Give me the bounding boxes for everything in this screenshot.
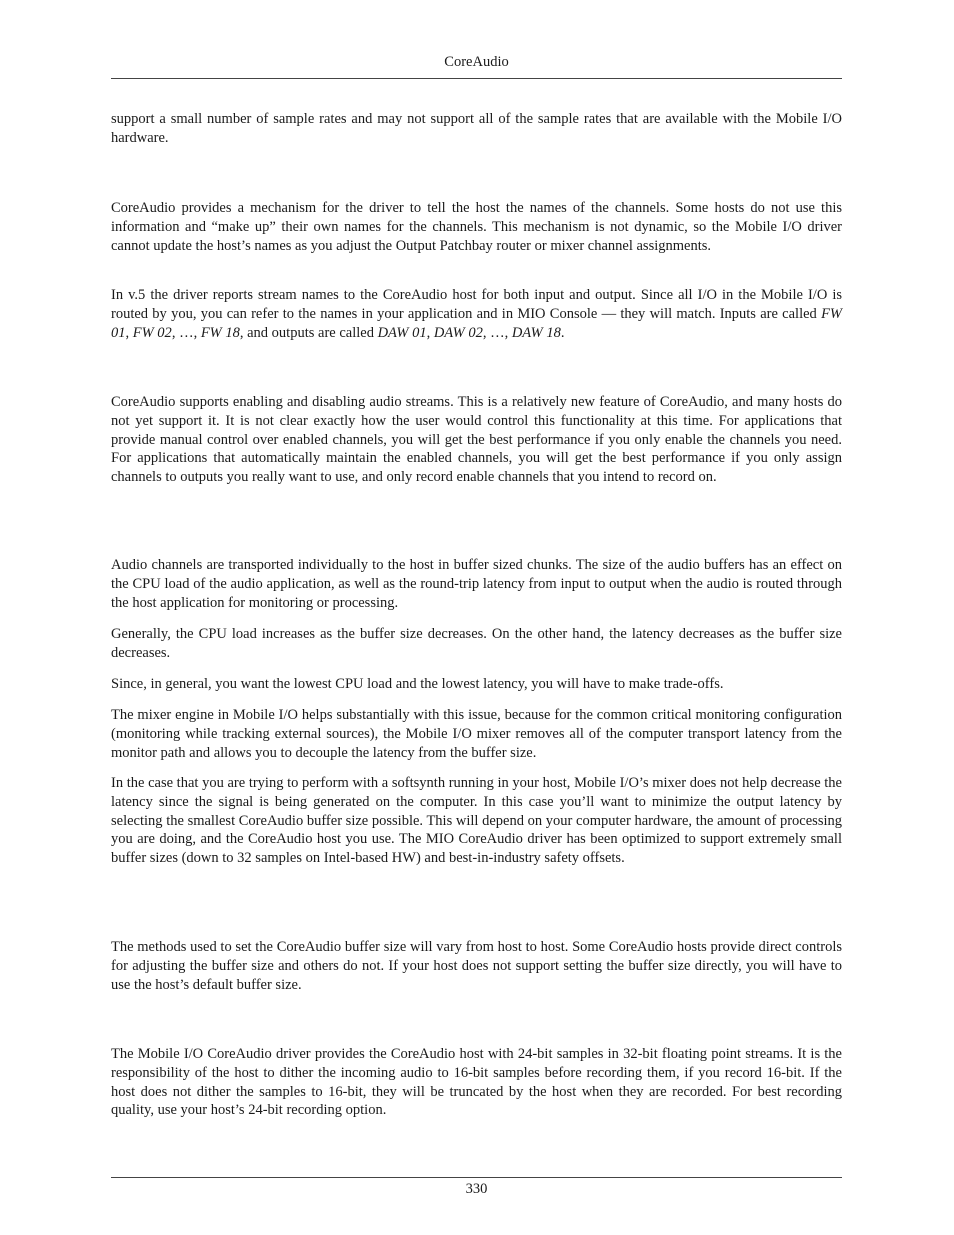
paragraph-text: The Mobile I/O CoreAudio driver provides the CoreAudio host with 24-bit samples in 32-bit floating point streams. It is the responsibility of the host to dither the incoming audio to 16-bit samples before recording them, if you record 16-bit. If the host does not dither the samples to 16-bit, they will be truncated by the host when they are recorded. For best recording quality, use your host’s 24-bit recording option. [111,1046,842,1119]
running-header-title: CoreAudio [444,54,509,70]
output-name-daw18: DAW 18 [511,324,561,341]
output-name-daw02: DAW 02 [433,324,483,341]
paragraph-text [111,286,842,342]
page-number: 330 [465,1181,488,1197]
text-run: , …, [482,324,512,341]
paragraph-text: In the case that you are trying to perform with a softsynth running in your host, Mobile I/O’s mixer does not help decrease the latency since the signal is being generated on the computer. In this case you’ll want to minimize the output latency by selecting the smallest CoreAudio buffer size possible. This will depend on your computer hardware, the amount of processing you are doing, and the CoreAudio host you use. The MIO CoreAudio driver has been optimized to support extremely small buffer sizes (down to 32 samples on Intel-based HW) and best-in-industry safety offsets. [111,775,842,867]
text-run: , [125,324,133,341]
paragraph-bit-depth [111,1045,842,1120]
paragraph-text: Generally, the CPU load increases as the buffer size decreases. On the other hand, the latency decreases as the buffer size decreases. [111,626,842,661]
paragraph-text: Audio channels are transported individually to the host in buffer sized chunks. The size of the audio buffers has an effect on the CPU load of the audio application, as well as the round-trip latency from input to output when the audio is routed through the host application for monitoring or processing. [111,557,842,611]
paragraph-text: The mixer engine in Mobile I/O helps substantially with this issue, because for the common critical monitoring configuration (monitoring while tracking external sources), the Mobile I/O mixer removes all of the computer transport latency from the monitor path and allows you to decouple the latency from the buffer size. [111,707,842,761]
paragraph-trade-offs [111,675,842,694]
header-rule [111,78,842,79]
input-name-fw01: FW 01 [111,305,842,341]
paragraph-text: CoreAudio provides a mechanism for the driver to tell the host the names of the channels. Some hosts do not use this information and “make up” their own names for the channels. This mechanism is not dynamic, so the Mobile I/O driver cannot update the host’s names as you adjust the Output Patchbay router or mixer channel assignments. [111,200,842,254]
paragraph-text: support a small number of sample rates and may not support all of the sample rates that are available with the Mobile I/O hardware. [111,111,842,146]
input-name-fw02: FW 02 [132,324,172,341]
paragraph-text: The methods used to set the CoreAudio buffer size will vary from host to host. Some CoreAudio hosts provide direct controls for adjusting the buffer size and others do not. If your host does not support setting the buffer size directly, you will have to use the host’s default buffer size. [111,939,842,993]
paragraph-buffer-size-methods [111,938,842,994]
paragraph-text: Since, in general, you want the lowest CPU load and the lowest latency, you will have to make trade-offs. [111,676,724,692]
text-run: . [560,324,565,341]
paragraph-buffer-chunks [111,556,842,612]
text-run: In v.5 the driver reports stream names to the CoreAudio host for both input and output. Since all I/O in the Mobile I/O is routed by you, you can refer to the names in your application and in MIO Console — they will match. Inputs are called [111,287,842,322]
output-name-daw01: DAW 01 [377,324,427,341]
paragraph-sample-rates-continued [111,110,842,148]
text-run: , [426,324,434,341]
footer-rule [111,1177,842,1178]
input-name-fw18: FW 18 [200,324,240,341]
paragraph-enabling-streams [111,393,842,487]
paragraph-mixer-engine [111,706,842,762]
paragraph-cpu-load [111,625,842,663]
paragraph-text: CoreAudio supports enabling and disabling audio streams. This is a relatively new feature of CoreAudio, and many hosts do not yet support it. It is not clear exactly how the user would control this functionality at this time. For applications that provide manual control over enabled channels, you will get the best performance if you only enable the channels you need. For applications that automatically maintain the enabled channels, you will get the best performance if you only assign channels to outputs you really want to use, and only record enable channels that you intend to record on. [111,394,842,486]
paragraph-softsynth [111,774,842,868]
text-run: , and outputs are called [239,324,378,341]
paragraph-channel-names [111,199,842,255]
text-run: , …, [171,324,201,341]
paragraph-stream-names [111,286,842,342]
